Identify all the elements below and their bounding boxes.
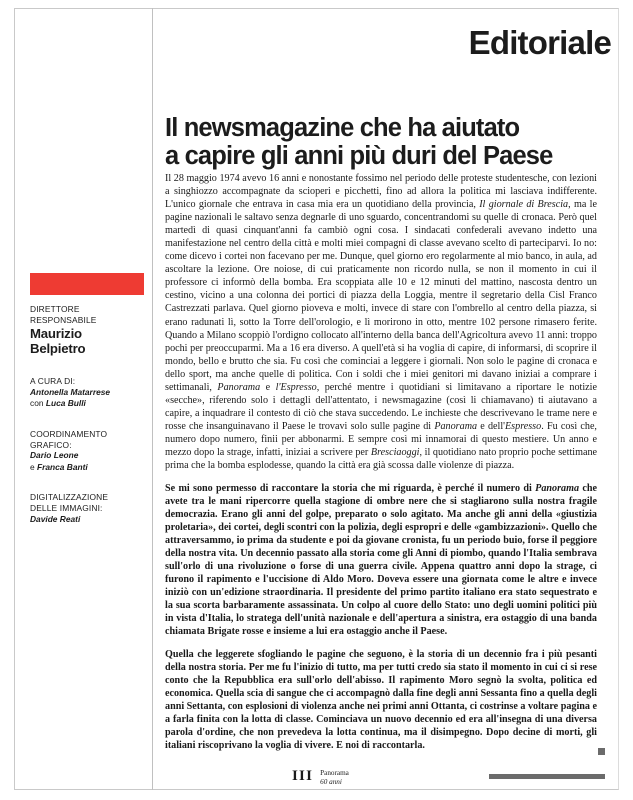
article-paragraph-1: Il 28 maggio 1974 avevo 16 anni e nonostante fossimo nel periodo delle proteste studentesche, con lezioni a singhiozzo accompagnate da scioperi e picchetti, fino ad allora la politica mi lasciava indifferente. L'unico giornale che entrava in casa mia era un quotidiano della provincia, Il giornale di Brescia, ma le pagine nazionali le saltavo senza degnarle di uno sguardo, concentrandomi su quelle di cronaca. Però quel martedì di quasi cinquant'anni fa cambiò ogni cosa. I sindacati confederali avevano indetto una manifestazione nel centro della città e molti miei compagni di classe avevano scelto di parteciparvi. Io no: come dicevo i cortei non facevano per me. Dunque, quel giorno ero regolarmente al mio banco, in aula, ad ascoltare la lezione. Ore noiose, di cui praticamente non ricordo nulla, se non il momento in cui il professore ci informò della bomba. Era scoppiata alle 10 e 12 minuti del mattino, nascosta dentro un cestino, vicino a una colonna dei portici di piazza della Loggia, mentre il segretario della Cisl Franco Castrezzati parlava. Quel giorno pioveva e molti, invece di stare con l'ombrello al centro della piazza, si erano radunati lì, sotto la Torre dell'orologio, e lì morirono in otto, mentre 102 persone rimasero ferite. Quando a Milano scoppiò l'ordigno collocato all'interno della banca dell'Agricoltura avevo 11 anni: troppo pochi per preoccuparmi. Ma a 16 era diverso. A quell'età si ha voglia di capire, di informarsi, di scoprire il mondo, bello e brutto che sia. Fu così che cominciai a leggere i giornali. Non solo le pagine di cronaca e dello sport, ma anche quelle di politica. Con i soldi che i miei genitori mi davano iniziai a comprare i settimanali, Panorama e l'Espresso, perché mentre i quotidiani si limitavano a riportare le notizie «secche», riferendo solo i dettagli dell'attentato, i newsmagazine (così li chiamavano) ti aiutavano a capire, a inquadrare il contesto di ciò che stava succedendo. Le inchieste che descrivevano le trame nere e rosse che insanguinavano il Paese le trovavi solo sulle pagine di Panorama e dell'Espresso. Fu così che, numero dopo numero, finii per abbonarmi. E sempre così mi innamorai di questo mestiere. Un anno e mezzo dopo la strage, infatti, iniziai a scrivere per Bresciaoggi, il quotidiano nato proprio poche settimane prima che la bomba esplodesse, quando la città era già scossa dalle violenze di piazza. [165,173,597,472]
edited-by-name-2-text: Luca Bulli [45,398,86,409]
credit-block-edited-by [30,376,144,410]
graphics-name-1-text: Dario Leone [30,450,79,461]
article-paragraph-2: Se mi sono permesso di raccontare la storia che mi riguarda, è perché il numero di Panorama che avete tra le mani ripercorre quella stagione di ombre nere che si stagliarono sulla nostra fragile democrazia. Erano gli anni del golpe, preparato o solo agitato. Ma anche gli anni della «giustizia proletaria», dei cortei, degli scontri con la polizia, degli espropri e delle «gambizzazioni». Quello che attraversammo, io prima da studente e poi da giovane cronista, fu un periodo buio, forse il peggiore della nostra vita. Un decennio passato alla storia come gli Anni di piombo, quando l'Italia sembrava sull'orlo di una rivoluzione o forse di una guerra civile. Appena quattro anni dopo la strage, ci furono il rapimento e l'uccisione di Aldo Moro. Doveva essere una giornata come le altre e invece iniziò con un'edizione straordinaria. Il presidente del primo partito italiano era stato sequestrato e la sua scorta barbaramente assassinata. Un colpo al cuore dello Stato: uno degli uomini politici più in vista d'Italia, lo stratega dell'unità nazionale e dell'apertura a sinistra, era ostaggio di una banda chiamata Brigate rosse e insieme a lui era ostaggio anche il Paese. [165,482,597,638]
article-paragraph-3: Quella che leggerete sfogliando le pagine che seguono, è la storia di un decennio fra i più pesanti della nostra storia. Per me fu l'inizio di tutto, ma per tutti credo sia stato il momento in cui ci si rese conto che la Repubblica era sull'orlo dell'abisso. Il rapimento Moro segnò la svolta, politica ed economica. Quella scia di sangue che ci accompagnò dalla fine degli anni Sessanta fino a quella degli anni Settanta, con esplosioni di violenza anche nei primi anni Ottanta, ci costrinse a voltare pagina e a farla finita con la lotta di classe. Cominciava un nuovo decennio ed era all'insegna di una diversa parola d'ordine, che non prevedeva la lotta continua, ma il disimpegno. Dopo decine di morti, gli italiani riscoprivano la voglia di vivere. E noi di raccontarla. [165,648,597,751]
graphics-name-2 [30,462,144,473]
footer-brand [320,769,349,787]
footer-brand-subtitle: 60 anni [320,777,342,786]
graphics-label-line2: GRAFICO: [30,439,72,450]
director-label-line1: DIRETTORE [30,304,80,314]
spacer [30,357,144,367]
edited-by-name-2 [30,398,144,409]
edited-by-label: A CURA DI: [30,376,76,386]
credits-sidebar [30,273,144,525]
imaging-label-line2: DELLE IMMAGINI: [30,503,103,514]
scrollbar-thumb-horizontal[interactable] [489,774,605,779]
credit-block-imaging [30,492,144,525]
graphics-label-line1: COORDINAMENTO [30,428,108,439]
spacer [30,473,144,483]
red-accent-bar [30,273,144,295]
article-body [165,172,597,762]
edited-by-name-1-text: Antonella Matarrese [30,386,111,397]
director-label-line2: RESPONSABILE [30,314,97,325]
article-headline [165,114,597,170]
edited-by-name-1 [30,387,144,398]
headline-line-1: Il newsmagazine che ha aiutato [165,114,520,143]
edited-by-prefix: con [30,398,46,409]
imaging-label-line1: DIGITALIZZAZIONE [30,492,109,503]
graphics-name-2-text: Franca Banti [37,461,88,472]
director-name-line2: Belpietro [30,341,86,357]
footer-brand-title: Panorama [320,769,349,777]
graphics-name-1 [30,450,144,461]
page-footer [292,769,349,787]
credit-block-graphics [30,429,144,474]
masthead [469,26,611,59]
director-name-line1: Maurizio [30,325,82,341]
scrollbar-thumb-vertical[interactable] [598,748,605,755]
spacer [30,410,144,420]
section-title: Editoriale [468,24,611,61]
panorama-logo-icon: III [292,768,314,784]
graphics-prefix: e [30,461,37,472]
imaging-name-1-text: Davide Reati [30,513,81,524]
credit-block-director [30,304,144,357]
column-divider-rule [152,8,153,790]
headline-line-2: a capire gli anni più duri del Paese [165,142,553,171]
imaging-name-1 [30,514,144,525]
